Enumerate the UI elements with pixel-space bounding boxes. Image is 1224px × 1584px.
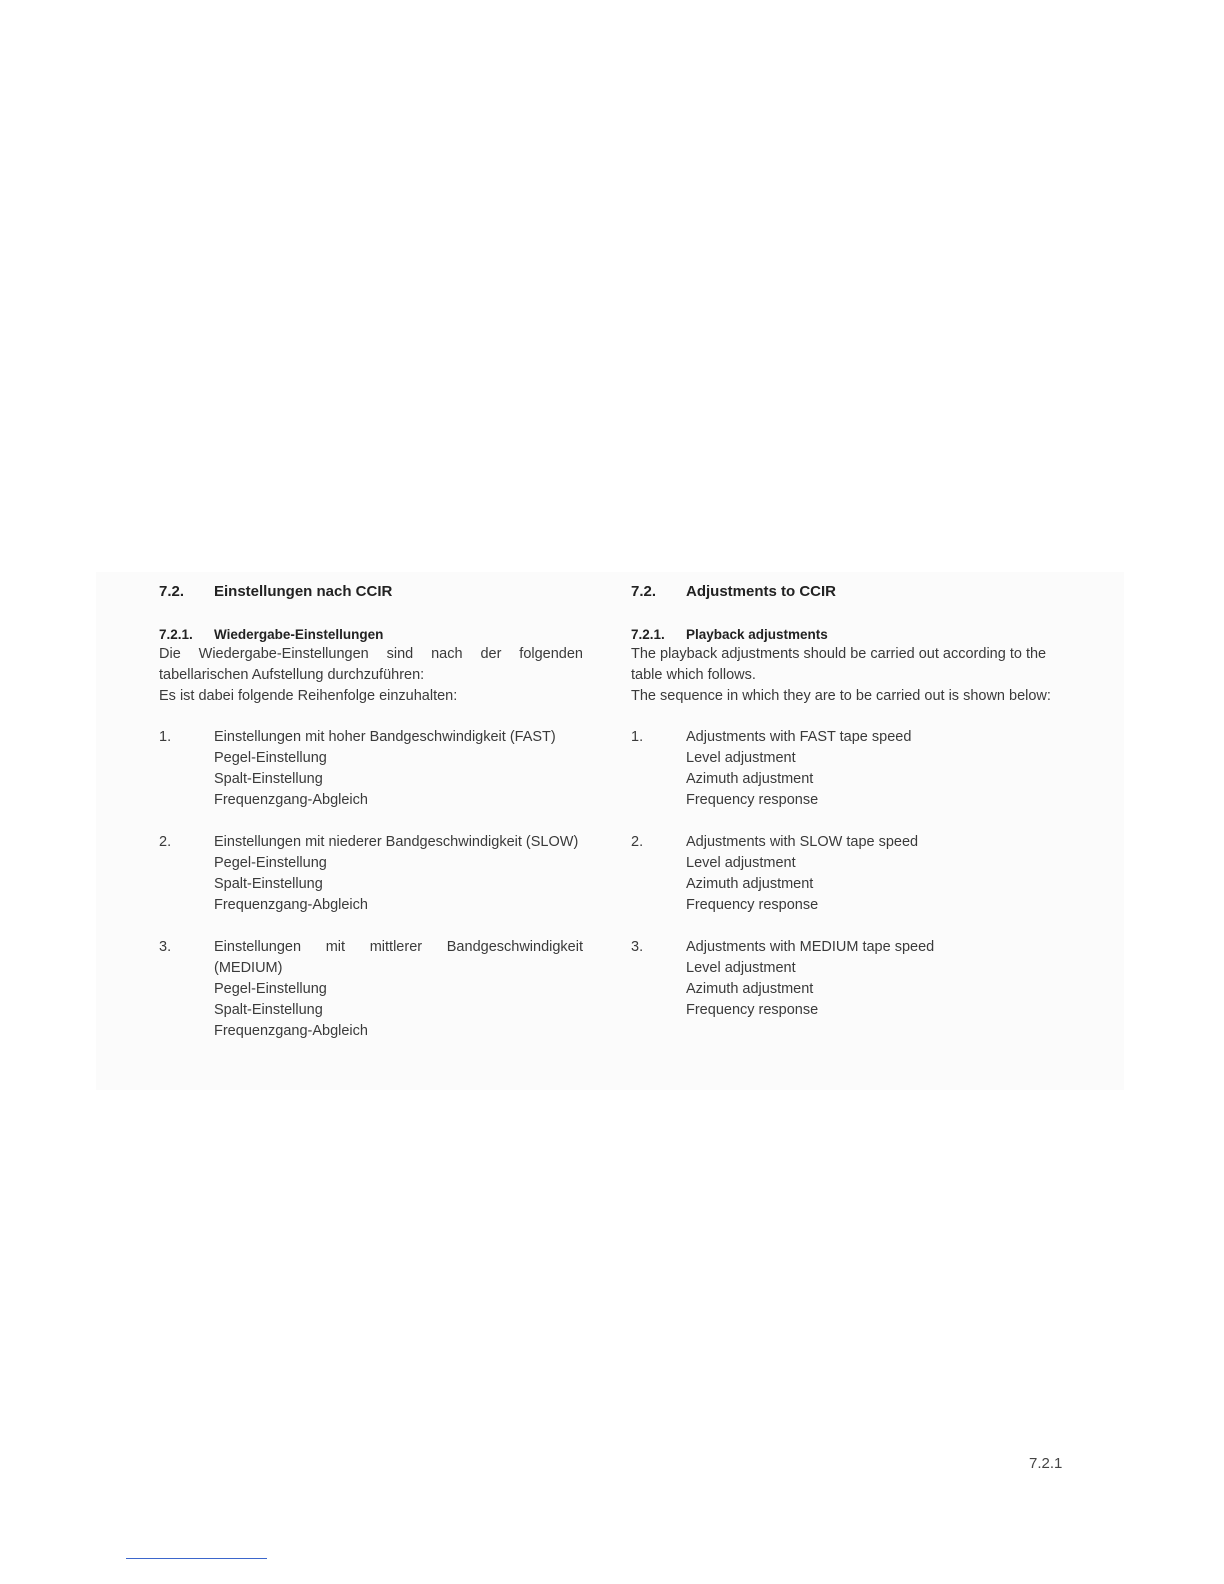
list-item [159,727,583,811]
step-title: Einstellungen mit hoher Bandgeschwindigkeit (FAST) [214,729,556,745]
intro-text-de [159,644,583,707]
intro-paragraph: Es ist dabei folgende Reihenfolge einzuhalten: [159,688,458,704]
step-subitem: Pegel-Einstellung [214,750,327,766]
page-number: 7.2.1 [1029,1455,1063,1472]
step-title: Einstellungen mit niederer Bandgeschwindigkeit (SLOW) [214,834,579,850]
english-column [631,578,1057,1042]
step-subitem: Frequency response [686,1002,819,1018]
intro-paragraph: The playback adjustments should be carried out according to the table which follows. [631,646,1047,683]
step-subitem: Frequenzgang-Abgleich [214,792,368,808]
list-item [159,937,583,1042]
section-number: 7.2. [159,583,185,600]
step-subitem: Azimuth adjustment [686,876,814,892]
subsection-title: Playback adjustments [686,627,828,642]
step-title: Adjustments with SLOW tape speed [686,834,919,850]
subsection-title: Wiedergabe-Einstellungen [214,627,384,642]
subsection-number: 7.2.1. [631,627,665,642]
step-subitem: Level adjustment [686,855,796,871]
list-item [631,727,1057,811]
step-subitem: Pegel-Einstellung [214,855,327,871]
section-number: 7.2. [631,583,657,600]
steps-list-de [159,727,583,1042]
step-subitem: Frequenzgang-Abgleich [214,1023,368,1039]
german-column [159,578,583,1063]
subsection-number: 7.2.1. [159,627,193,642]
step-subitem: Azimuth adjustment [686,981,814,997]
step-subitem: Level adjustment [686,960,796,976]
step-subitem: Frequenzgang-Abgleich [214,897,368,913]
step-title: Einstellungen mit mittlerer Bandgeschwindigkeit (MEDIUM) [214,939,583,976]
subsection-heading-en [631,626,1057,644]
section-title: Einstellungen nach CCIR [214,583,393,600]
section-heading-de [159,578,583,606]
step-subitem: Frequency response [686,897,819,913]
step-subitem: Level adjustment [686,750,796,766]
step-title: Adjustments with FAST tape speed [686,729,912,745]
footer-rule [126,1558,267,1559]
step-title: Adjustments with MEDIUM tape speed [686,939,935,955]
section-heading-en [631,578,1057,606]
list-item [631,832,1057,916]
intro-paragraph: Die Wiedergabe-Einstellungen sind nach der folgenden tabellarischen Aufstellung durchzuführen: [159,646,583,683]
step-subitem: Spalt-Einstellung [214,876,323,892]
intro-paragraph: The sequence in which they are to be carried out is shown below: [631,688,1051,704]
subsection-heading-de [159,626,583,644]
step-subitem: Spalt-Einstellung [214,1002,323,1018]
step-subitem: Pegel-Einstellung [214,981,327,997]
section-title: Adjustments to CCIR [686,583,836,600]
step-subitem: Frequency response [686,792,819,808]
step-number: 3. [631,939,644,955]
step-number: 1. [159,729,172,745]
step-subitem: Azimuth adjustment [686,771,814,787]
step-number: 1. [631,729,644,745]
step-number: 3. [159,939,172,955]
step-subitem: Spalt-Einstellung [214,771,323,787]
list-item [159,832,583,916]
steps-list-en [631,727,1057,1021]
list-item [631,937,1057,1021]
intro-text-en [631,644,1057,707]
step-number: 2. [159,834,172,850]
step-number: 2. [631,834,644,850]
